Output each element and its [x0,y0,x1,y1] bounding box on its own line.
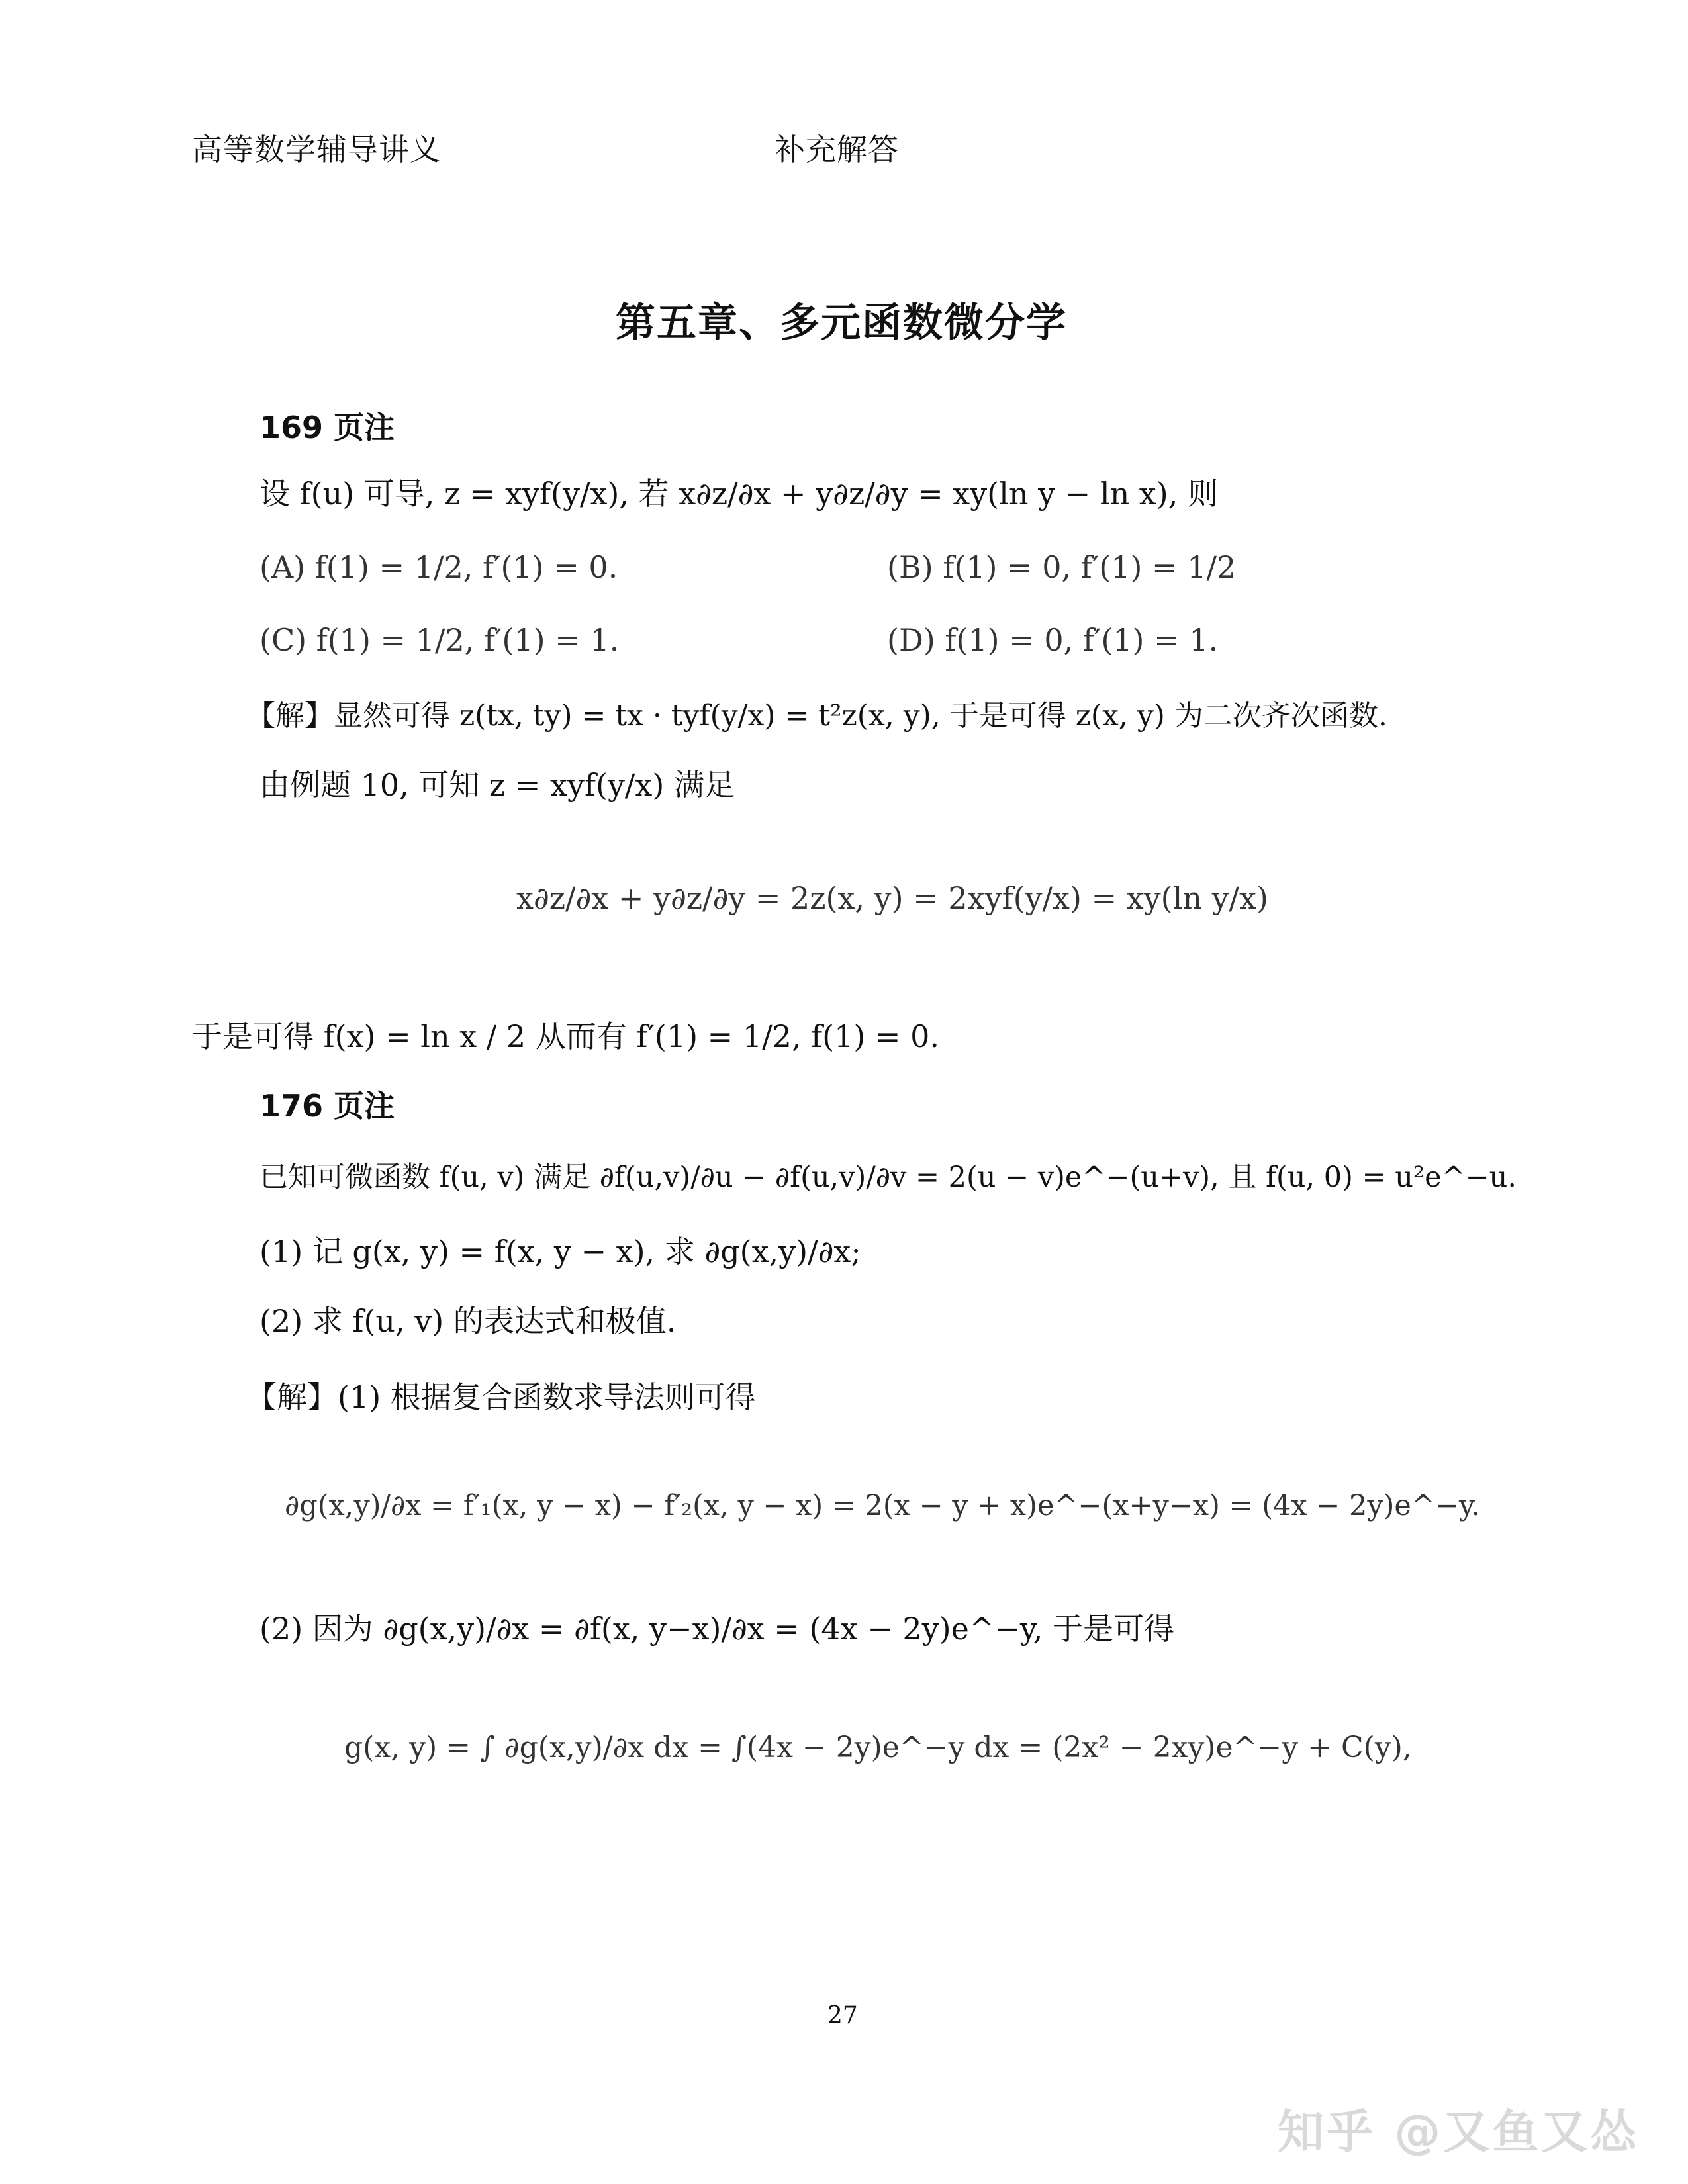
problem-169: 设 f(u) 可导, z = xyf(y/x), 若 x∂z/∂x + y∂z/∂y = xy(ln y − ln x), 则 [259,476,1218,512]
problem-176-part-2: (2) 求 f(u, v) 的表达式和极值. [259,1303,677,1339]
page-number: 27 [827,2002,858,2029]
solution-169-line-2: 由例题 10, 可知 z = xyf(y/x) 满足 [259,767,735,803]
solution-176-line-2: (2) 因为 ∂g(x,y)/∂x = ∂f(x, y−x)/∂x = (4x − 2y)e^−y, 于是可得 [259,1611,1175,1647]
solution-169-line-3: 于是可得 f(x) = ln x / 2 从而有 f′(1) = 1/2, f(1) = 0. [192,1019,939,1054]
solution-176-line-1: 【解】(1) 根据复合函数求导法则可得 [246,1379,756,1415]
header-center: 补充解答 [774,132,899,167]
problem-176-part-1: (1) 记 g(x, y) = f(x, y − x), 求 ∂g(x,y)/∂x; [259,1234,861,1269]
section-heading-176: 176 页注 [259,1088,395,1124]
option-d: (D) f(1) = 0, f′(1) = 1. [887,622,1219,658]
option-b: (B) f(1) = 0, f′(1) = 1/2 [887,549,1237,585]
display-equation-169: x∂z/∂x + y∂z/∂y = 2z(x, y) = 2xyf(y/x) = xy(ln y/x) [516,880,1268,916]
watermark: 知乎 @又鱼又怂 [1278,2105,1640,2159]
header-left: 高等数学辅导讲义 [192,132,441,167]
display-equation-176-2: g(x, y) = ∫ ∂g(x,y)/∂x dx = ∫(4x − 2y)e^−y dx = (2x² − 2xy)e^−y + C(y), [344,1731,1412,1764]
solution-169-line-1: 【解】显然可得 z(tx, ty) = tx · tyf(y/x) = t²z(x, y), 于是可得 z(x, y) 为二次齐次函数. [246,699,1387,733]
display-equation-176-1: ∂g(x,y)/∂x = f′₁(x, y − x) − f′₂(x, y − x) = 2(x − y + x)e^−(x+y−x) = (4x − 2y)e^−y. [285,1489,1481,1522]
problem-176: 已知可微函数 f(u, v) 满足 ∂f(u,v)/∂u − ∂f(u,v)/∂v = 2(u − v)e^−(u+v), 且 f(u, 0) = u²e^−u. [259,1161,1517,1194]
option-a: (A) f(1) = 1/2, f′(1) = 0. [259,549,618,585]
chapter-title: 第五章、多元函数微分学 [616,300,1067,346]
section-heading-169: 169 页注 [259,410,395,445]
option-c: (C) f(1) = 1/2, f′(1) = 1. [259,622,620,658]
